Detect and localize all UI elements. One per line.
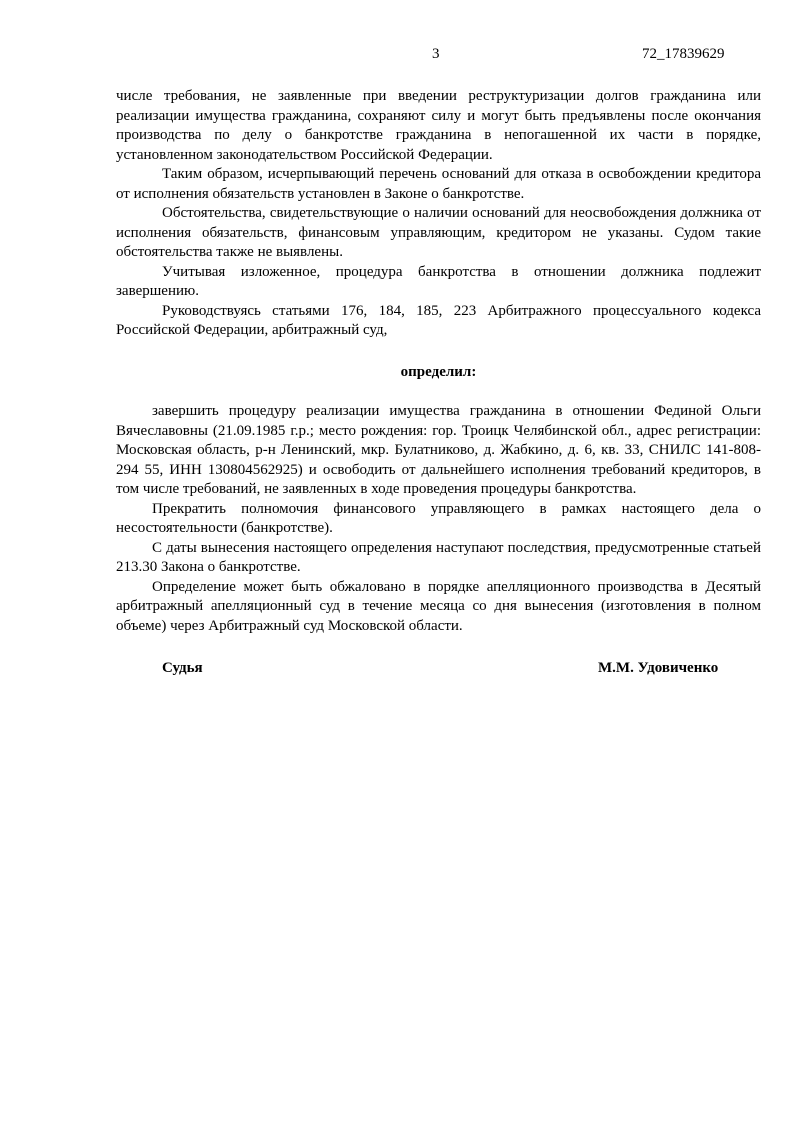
paragraph-conclusion: Учитывая изложенное, процедура банкротства в отношении должника подлежит завершению. <box>116 263 761 299</box>
paragraph-legal-basis: Руководствуясь статьями 176, 184, 185, 223 Арбитражного процессуального кодекса Российской Федерации, арбитражный суд, <box>116 302 761 338</box>
page-number: 3 <box>432 46 440 62</box>
resolution-complete-procedure: завершить процедуру реализации имущества гражданина в отношении Фединой Ольги Вячеславовны (21.09.1985 г.р.; место рождения: гор. Троицк Челябинской обл., адрес регистрации: Московская область, р-н Ленинский, мкр. Булатниково, д. Жабкино, д. 6, кв. 33, СНИЛС 141-808-294 55, ИНН 130804562925) и освободить от дальнейшего исполнения требований кредиторов, в том числе требований, не заявленных в ходе проведения процедуры банкротства. <box>116 403 761 497</box>
resolution-terminate-powers: Прекратить полномочия финансового управляющего в рамках настоящего дела о несостоятельности (банкротстве). <box>116 500 761 536</box>
decision-heading: определил: <box>400 363 477 380</box>
paragraph-exhaustive-grounds: Таким образом, исчерпывающий перечень оснований для отказа в освобождении кредитора от исполнения обязательств установлен в Законе о банкротстве. <box>116 166 761 202</box>
case-number: 72_17839629 <box>642 46 725 62</box>
resolution-consequences: С даты вынесения настоящего определения наступают последствия, предусмотренные статьей 213.30 Закона о банкротстве. <box>116 539 761 575</box>
resolution-appeal: Определение может быть обжаловано в порядке апелляционного производства в Десятый арбитражный апелляционный суд в течение месяца со дня вынесения (изготовления в полном объеме) через Арбитражный суд Московской области. <box>116 578 761 634</box>
judge-title: Судья <box>162 660 203 676</box>
paragraph-circumstances: Обстоятельства, свидетельствующие о наличии оснований для неосвобождения должника от исполнения обязательств, финансовым управляющим, кредитором не указаны. Судом такие обстоятельства также не выявлены. <box>116 205 761 260</box>
paragraph-continuation: числе требования, не заявленные при введении реструктуризации долгов гражданина или реализации имущества гражданина, сохраняют силу и могут быть предъявлены после окончания производства по делу о банкротстве гражданина в непогашенной их части в порядке, установленном законодательством Российской Федерации. <box>116 88 761 163</box>
page-header <box>0 46 800 70</box>
document-body <box>116 87 761 636</box>
judge-name: М.М. Удовиченко <box>598 660 719 676</box>
